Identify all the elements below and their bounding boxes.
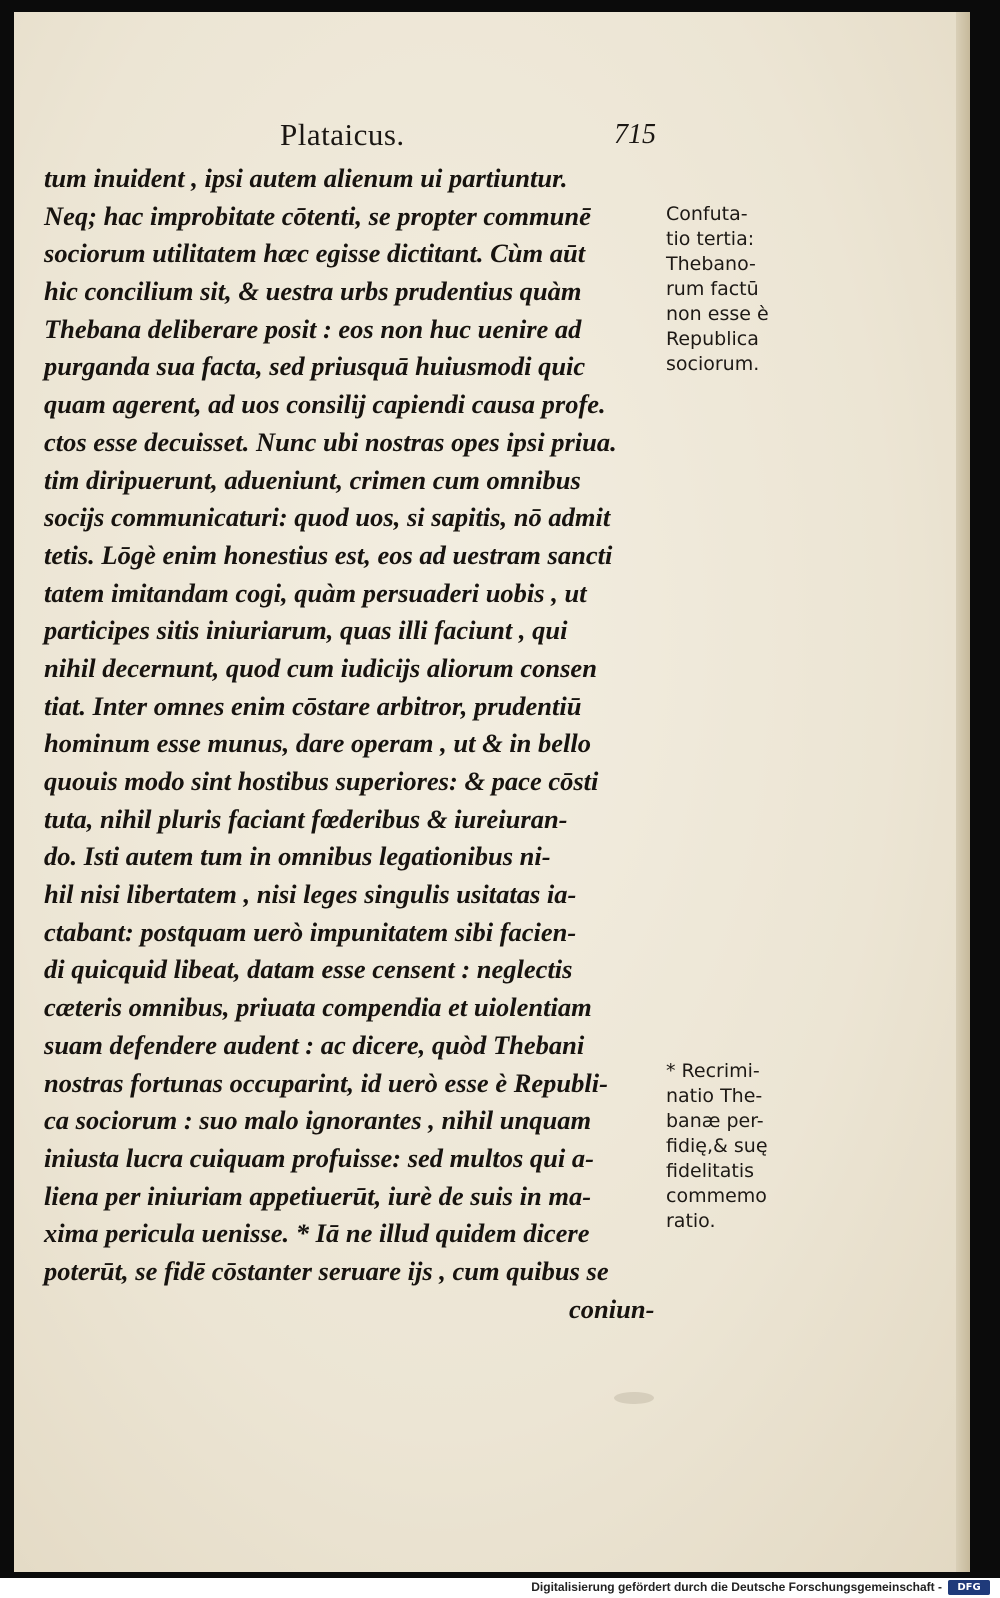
- text-line: tum inuident , ipsi autem alienum ui partiuntur.: [44, 163, 568, 193]
- marginal-note-line: sociorum.: [666, 353, 760, 375]
- text-line: socijs communicaturi: quod uos, si sapitis, nō admit: [44, 502, 611, 533]
- marginal-note-line: rum factū: [666, 278, 759, 300]
- marginal-note-line: Thebano-: [666, 253, 756, 275]
- marginal-note-confutatio: [666, 202, 806, 377]
- marginal-note-line: Republica: [666, 328, 759, 350]
- book-page: [14, 12, 970, 1572]
- text-line: cæteris omnibus, priuata compendia et uiolentiam: [44, 992, 592, 1023]
- text-line: xima pericula uenisse. * Iā ne illud quidem dicere: [44, 1218, 590, 1249]
- text-line: nostras fortunas occuparint, id uerò esse è Republi-: [44, 1067, 608, 1098]
- catchword: coniun-: [569, 1293, 655, 1324]
- text-line: nihil decernunt, quod cum iudicijs aliorum consen: [44, 652, 597, 683]
- text-line: hominum esse munus, dare operam , ut & in bello: [44, 728, 592, 759]
- text-line: tatem imitandam cogi, quàm persuaderi uobis , ut: [44, 577, 587, 608]
- text-line: tim diripuerunt, adueniunt, crimen cum omnibus: [44, 464, 581, 495]
- page-edge: [956, 12, 970, 1572]
- text-line: sociorum utilitatem hæc egisse dictitant. Cùm aūt: [44, 238, 586, 269]
- funding-credit: Digitalisierung gefördert durch die Deutsche Forschungsgemeinschaft -: [531, 1580, 942, 1594]
- marginal-note-line: ratio.: [666, 1210, 716, 1232]
- marginal-note-line: fidelitatis: [666, 1160, 754, 1182]
- text-line: ca sociorum : suo malo ignorantes , nihil unquam: [44, 1105, 592, 1136]
- text-line: purganda sua facta, sed priusquā huiusmodi quic: [44, 351, 586, 382]
- text-line: tuta, nihil pluris faciant fœderibus & iureiuran-: [44, 803, 568, 834]
- text-line: liena per iniuriam appetiuerūt, iurè de suis in ma-: [44, 1180, 592, 1211]
- text-line: di quicquid libeat, datam esse censent : neglectis: [44, 954, 573, 985]
- text-line: do. Isti autem tum in omnibus legationibus ni-: [44, 841, 551, 872]
- text-line: Thebana deliberare posit : eos non huc uenire ad: [44, 313, 582, 344]
- marginal-note-line: natio The-: [666, 1085, 763, 1107]
- marginal-note-line: tio tertia:: [666, 228, 755, 250]
- text-line: poterūt, se fidē cōstanter seruare ijs , cum quibus se: [44, 1255, 609, 1286]
- text-line: suam defendere audent : ac dicere, quòd Thebani: [44, 1029, 585, 1060]
- text-line: quouis modo sint hostibus superiores: & pace cōsti: [44, 766, 599, 796]
- main-text-block: [44, 160, 674, 1328]
- marginal-note-line: banæ per-: [666, 1110, 764, 1132]
- text-line: tiat. Inter omnes enim cōstare arbitror, prudentiū: [44, 690, 582, 721]
- text-line: iniusta lucra cuiquam profuisse: sed multos qui a-: [44, 1142, 594, 1173]
- marginal-note-line: fidię,& suę: [666, 1135, 768, 1157]
- text-line: hil nisi libertatem , nisi leges singulis usitatas ia-: [44, 879, 577, 910]
- ink-smudge: [614, 1392, 654, 1404]
- text-line: ctos esse decuisset. Nunc ubi nostras opes ipsi priua.: [44, 426, 617, 457]
- marginal-note-line: commemo: [666, 1185, 767, 1207]
- marginal-note-line: * Recrimi-: [666, 1060, 760, 1082]
- page-number: 715: [614, 119, 656, 150]
- text-line: quam agerent, ad uos consilij capiendi causa profe.: [44, 389, 606, 420]
- digitization-footer: [0, 1578, 1000, 1598]
- marginal-note-recriminatio: [666, 1059, 806, 1234]
- marginal-note-line: Confuta-: [666, 203, 748, 225]
- page-header: [14, 117, 970, 157]
- marginal-note-line: non esse è: [666, 303, 769, 325]
- text-line: ctabant: postquam uerò impunitatem sibi facien-: [44, 916, 577, 947]
- text-line: hic concilium sit, & uestra urbs prudentius quàm: [44, 276, 582, 307]
- text-line: tetis. Lōgè enim honestius est, eos ad uestram sancti: [44, 539, 613, 570]
- text-line: participes sitis iniuriarum, quas illi faciunt , qui: [44, 615, 568, 646]
- dfg-logo[interactable]: DFG: [948, 1580, 990, 1595]
- text-line: Neq; hac improbitate cōtenti, se propter communē: [44, 200, 591, 231]
- running-title: Plataicus.: [280, 117, 405, 152]
